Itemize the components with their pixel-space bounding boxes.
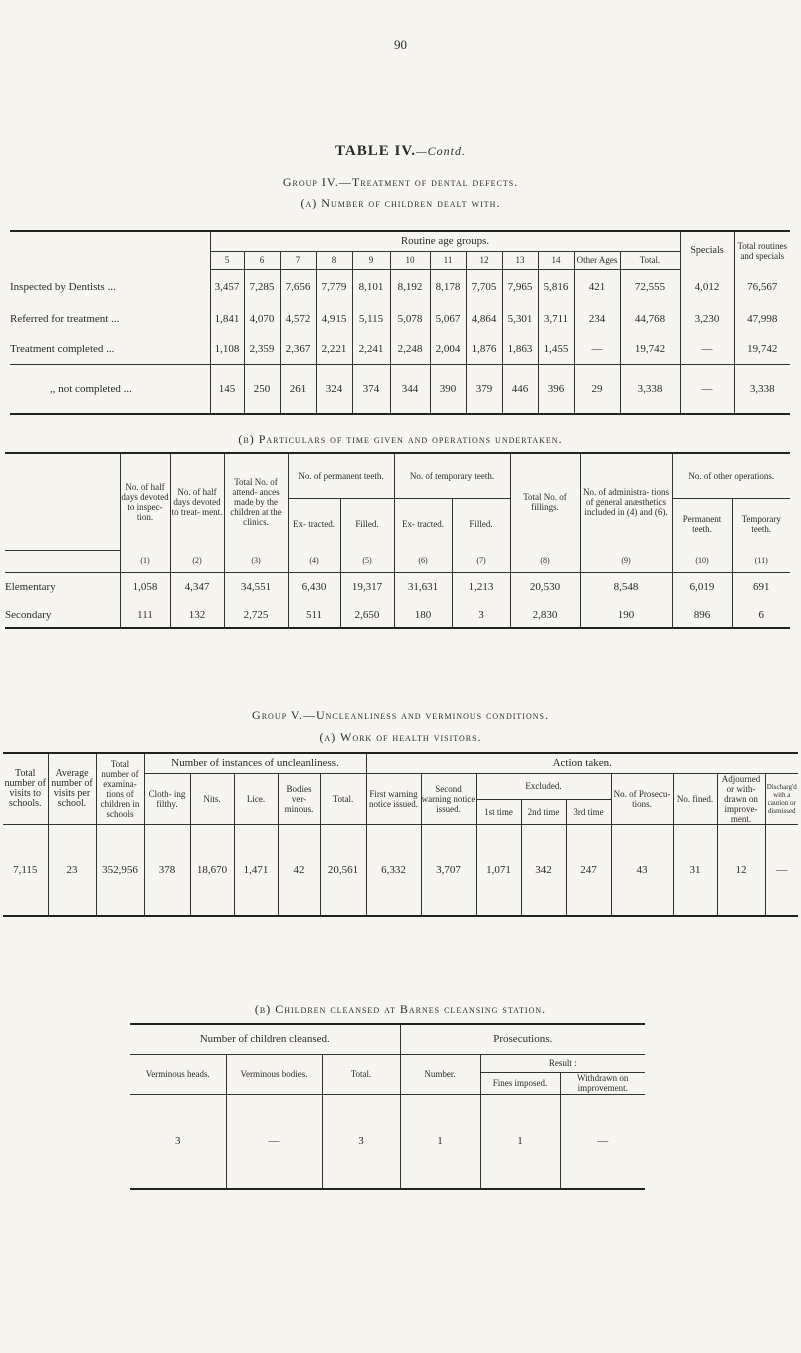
age-col: 10	[390, 251, 430, 269]
cell: 6,430	[288, 572, 340, 602]
cell: 3,707	[421, 824, 476, 916]
cell: 1,876	[466, 334, 502, 364]
cell: 3	[130, 1094, 226, 1189]
row-label: Referred for treatment	[10, 313, 109, 325]
cell: 2,830	[510, 602, 580, 628]
prosecutions-header: No. of Prosecu- tions.	[611, 773, 673, 824]
average-visits-header: Average number of visits per school.	[48, 753, 96, 824]
cell: 511	[288, 602, 340, 628]
cell: 421	[574, 269, 620, 304]
cell: 7,965	[502, 269, 538, 304]
cell: 1,108	[210, 334, 244, 364]
age-col: Total.	[620, 251, 680, 269]
fined-header: No. fined.	[673, 773, 717, 824]
second-warning-header: Second warning notice issued.	[421, 773, 476, 824]
column-index: (8)	[510, 550, 580, 572]
first-warning-header: First warning notice issued.	[366, 773, 421, 824]
cell: 250	[244, 364, 280, 414]
cell: 4,915	[316, 304, 352, 334]
total-routines-header: Total routines and specials	[734, 231, 790, 269]
perm-extracted-header: Ex- tracted.	[288, 498, 340, 550]
page-number: 90	[394, 37, 407, 52]
cell: 2,004	[430, 334, 466, 364]
cell: 7,779	[316, 269, 352, 304]
cell: 8,101	[352, 269, 390, 304]
cell: 20,561	[320, 824, 366, 916]
cell: 12	[717, 824, 765, 916]
cell: 234	[574, 304, 620, 334]
cell: 1,471	[234, 824, 278, 916]
cell: 390	[430, 364, 466, 414]
attendances-header: Total No. of attend- ances made by the children at the clinics.	[224, 453, 288, 550]
cell: 20,530	[510, 572, 580, 602]
cell: 6	[732, 602, 790, 628]
table-row: ,, not completed ... 145 250 261 324 374 344 390 379 446 396 29 3,338 — 3,338	[10, 364, 790, 414]
cell: 1,058	[120, 572, 170, 602]
cell: 19,742	[734, 334, 790, 364]
age-col: 12	[466, 251, 502, 269]
cell: 4,012	[680, 269, 734, 304]
row-label: Secondary	[5, 602, 120, 628]
total-fillings-header: Total No. of fillings.	[510, 453, 580, 550]
cell: 5,078	[390, 304, 430, 334]
column-index: (2)	[170, 550, 224, 572]
cell: 29	[574, 364, 620, 414]
column-index: (6)	[394, 550, 452, 572]
cell: 324	[316, 364, 352, 414]
column-index: (11)	[732, 550, 790, 572]
cell: —	[574, 334, 620, 364]
section-d-title: (b) Children cleansed at Barnes cleansing station.	[254, 1002, 547, 1016]
cell: 4,070	[244, 304, 280, 334]
cell: —	[765, 824, 798, 916]
total-examinations-header: Total number of examina- tions of children in schools	[96, 753, 144, 824]
half-days-inspection-header: No. of half days devoted to inspec- tion.	[120, 453, 170, 550]
table-row	[5, 572, 790, 602]
cell: —	[680, 334, 734, 364]
section-c-title: (a) Work of health visitors.	[319, 730, 482, 744]
age-col: 5	[210, 251, 244, 269]
discharged-header: Discharg'd with a caution or dismissed	[765, 773, 798, 824]
cell: 3,230	[680, 304, 734, 334]
column-index: (9)	[580, 550, 672, 572]
cell: 3,338	[620, 364, 680, 414]
instances-total-header: Total.	[320, 773, 366, 824]
anaesthetics-header: No. of administra- tions of general anæsthetics included in (4) and (6).	[580, 453, 672, 550]
cell: 180	[394, 602, 452, 628]
cell: 19,317	[340, 572, 394, 602]
action-taken-header: Action taken.	[366, 753, 798, 773]
cell: 76,567	[734, 269, 790, 304]
excluded-3rd-header: 3rd time	[566, 800, 611, 824]
cell: 3,711	[538, 304, 574, 334]
table-row	[130, 1094, 645, 1189]
adjourned-header: Adjourned or with- drawn on improve- ment.	[717, 773, 765, 824]
verminous-bodies-header: Verminous bodies.	[226, 1054, 322, 1094]
cell: 4,864	[466, 304, 502, 334]
other-operations-header: No. of other operations.	[672, 453, 790, 498]
cell: 34,551	[224, 572, 288, 602]
clothing-header: Cloth- ing filthy.	[144, 773, 190, 824]
age-col: 9	[352, 251, 390, 269]
cell: 7,285	[244, 269, 280, 304]
cell: 7,115	[3, 824, 48, 916]
cell: 72,555	[620, 269, 680, 304]
age-col: 6	[244, 251, 280, 269]
cell: 23	[48, 824, 96, 916]
cell: 8,192	[390, 269, 430, 304]
cell: 43	[611, 824, 673, 916]
temp-filled-header: Filled.	[452, 498, 510, 550]
table-row	[3, 824, 798, 916]
prosecutions-header: Prosecutions.	[400, 1024, 645, 1054]
cell: 47,998	[734, 304, 790, 334]
cleansed-total-header: Total.	[322, 1054, 400, 1094]
cell: 396	[538, 364, 574, 414]
other-permanent-header: Permanent teeth.	[672, 498, 732, 550]
cell: 4,572	[280, 304, 316, 334]
cell: 4,347	[170, 572, 224, 602]
cell: 1,071	[476, 824, 521, 916]
row-label: Treatment completed	[10, 342, 104, 355]
cell: 44,768	[620, 304, 680, 334]
perm-filled-header: Filled.	[340, 498, 394, 550]
cell: 6,332	[366, 824, 421, 916]
row-label: Elementary	[5, 581, 56, 594]
cell: 2,221	[316, 334, 352, 364]
cell: 344	[390, 364, 430, 414]
cell: —	[680, 364, 734, 414]
cell: 42	[278, 824, 320, 916]
column-index: (1)	[120, 550, 170, 572]
nits-header: Nits.	[190, 773, 234, 824]
column-index: (5)	[340, 550, 394, 572]
permanent-teeth-header: No. of permanent teeth.	[288, 453, 394, 498]
bodies-verminous-header: Bodies ver- minous.	[278, 773, 320, 824]
age-col: 13	[502, 251, 538, 269]
specials-header: Specials	[680, 231, 734, 269]
cell: 896	[672, 602, 732, 628]
table-row	[5, 602, 790, 628]
cell: —	[226, 1094, 322, 1189]
cell: 2,359	[244, 334, 280, 364]
cell: 342	[521, 824, 566, 916]
cell: 7,656	[280, 269, 316, 304]
table-row: Referred for treatment ... 1,841 4,070 4,572 4,915 5,115 5,078 5,067 4,864 5,301 3,711 234 44,768 3,230 47,998	[10, 304, 790, 334]
cell: 1	[480, 1094, 560, 1189]
cell: 3	[452, 602, 510, 628]
temporary-teeth-header: No. of temporary teeth.	[394, 453, 510, 498]
cell: —	[560, 1094, 645, 1189]
section-b-title: (b) Particulars of time given and operations undertaken.	[238, 432, 563, 446]
cell: 31	[673, 824, 717, 916]
other-temporary-header: Temporary teeth.	[732, 498, 790, 550]
section-a-title: (a) Number of children dealt with.	[300, 196, 501, 210]
cell: 111	[120, 602, 170, 628]
age-col: 7	[280, 251, 316, 269]
total-visits-header: Total number of visits to schools.	[3, 753, 48, 824]
cell: 379	[466, 364, 502, 414]
column-index: (4)	[288, 550, 340, 572]
cell: 5,067	[430, 304, 466, 334]
table-title: TABLE IV.—Contd.	[335, 143, 466, 159]
column-index: (10)	[672, 550, 732, 572]
group-iv-title: Group IV.—Treatment of dental defects.	[282, 175, 519, 189]
excluded-2nd-header: 2nd time	[521, 800, 566, 824]
fines-imposed-header: Fines imposed.	[480, 1072, 560, 1094]
verminous-heads-header: Verminous heads.	[130, 1054, 226, 1094]
age-col: 8	[316, 251, 352, 269]
excluded-1st-header: 1st time	[476, 800, 521, 824]
cell: 2,367	[280, 334, 316, 364]
cell: 1,863	[502, 334, 538, 364]
cell: 8,178	[430, 269, 466, 304]
cell: 2,725	[224, 602, 288, 628]
age-col: Other Ages	[574, 251, 620, 269]
cell: 446	[502, 364, 538, 414]
row-label: Inspected by Dentists	[10, 280, 105, 293]
table-row: Treatment completed ... 1,108 2,359 2,367 2,221 2,241 2,248 2,004 1,876 1,863 1,455 — 19,742 — 19,742	[10, 334, 790, 364]
column-index: (7)	[452, 550, 510, 572]
cell: 5,115	[352, 304, 390, 334]
column-index: (3)	[224, 550, 288, 572]
result-header: Result :	[480, 1054, 645, 1072]
cell: 1,213	[452, 572, 510, 602]
cell: 3,338	[734, 364, 790, 414]
cell: 1,841	[210, 304, 244, 334]
children-cleansed-header: Number of children cleansed.	[130, 1024, 400, 1054]
cell: 374	[352, 364, 390, 414]
cell: 6,019	[672, 572, 732, 602]
cell: 3	[322, 1094, 400, 1189]
routine-age-header: Routine age groups.	[210, 231, 680, 251]
cell: 7,705	[466, 269, 502, 304]
cell: 190	[580, 602, 672, 628]
cell: 378	[144, 824, 190, 916]
table-d	[130, 1023, 645, 1190]
age-col: 11	[430, 251, 466, 269]
cell: 1,455	[538, 334, 574, 364]
cell: 132	[170, 602, 224, 628]
cell: 3,457	[210, 269, 244, 304]
cell: 2,241	[352, 334, 390, 364]
age-col: 14	[538, 251, 574, 269]
cell: 5,301	[502, 304, 538, 334]
cell: 8,548	[580, 572, 672, 602]
prosecutions-number-header: Number.	[400, 1054, 480, 1094]
row-label: ,, not completed	[50, 382, 121, 395]
table-row: Inspected by Dentists ... 3,457 7,285 7,656 7,779 8,101 8,192 8,178 7,705 7,965 5,816 421 72,555 4,012 76,567	[10, 269, 790, 304]
table-b	[5, 452, 790, 629]
cell: 145	[210, 364, 244, 414]
withdrawn-header: Withdrawn on improvement.	[560, 1072, 645, 1094]
cell: 31,631	[394, 572, 452, 602]
excluded-header: Excluded.	[476, 773, 611, 800]
table-c	[3, 752, 798, 917]
cell: 691	[732, 572, 790, 602]
cell: 5,816	[538, 269, 574, 304]
lice-header: Lice.	[234, 773, 278, 824]
cell: 261	[280, 364, 316, 414]
cell: 1	[400, 1094, 480, 1189]
cell: 352,956	[96, 824, 144, 916]
cell: 2,650	[340, 602, 394, 628]
instances-header: Number of instances of uncleanliness.	[144, 753, 366, 773]
cell: 247	[566, 824, 611, 916]
cell: 19,742	[620, 334, 680, 364]
temp-extracted-header: Ex- tracted.	[394, 498, 452, 550]
cell: 2,248	[390, 334, 430, 364]
cell: 18,670	[190, 824, 234, 916]
table-a	[10, 230, 790, 415]
half-days-treatment-header: No. of half days devoted to treat- ment.	[170, 453, 224, 550]
group-v-title: Group V.—Uncleanliness and verminous conditions.	[252, 708, 549, 722]
